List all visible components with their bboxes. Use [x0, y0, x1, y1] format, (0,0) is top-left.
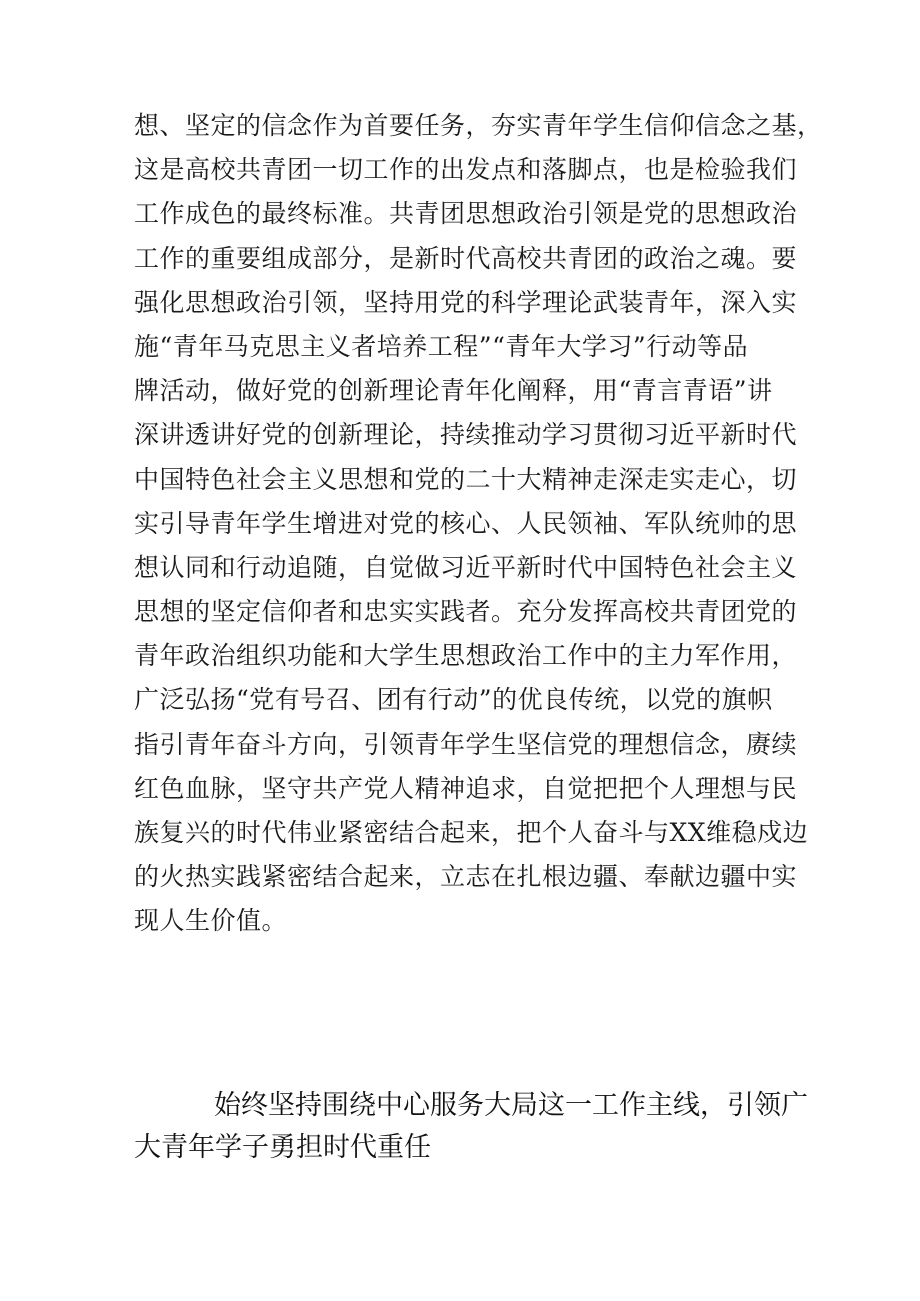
paragraph-line: 想、坚定的信念作为首要任务，夯实青年学生信仰信念之基，	[134, 111, 823, 140]
paragraph-line: 中国特色社会主义思想和党的二十大精神走深走实走心，切	[134, 464, 798, 494]
paragraph-line: 青年政治组织功能和大学生思想政治工作中的主力军作用，	[134, 641, 798, 671]
paragraph-line: 思想的坚定信仰者和忠实实践者。充分发挥高校共青团党的	[134, 597, 798, 627]
paragraph-line: 的火热实践紧密结合起来，立志在扎根边疆、奉献边疆中实	[134, 862, 798, 892]
paragraph-line: 强化思想政治引领，坚持用党的科学理论武装青年，深入实	[134, 287, 798, 317]
body-paragraph	[134, 104, 823, 944]
heading-line: 始终坚持围绕中心服务大局这一工作主线，引领广	[214, 1090, 808, 1121]
paragraph-line: 深讲透讲好党的创新理论，持续推动学习贯彻习近平新时代	[134, 420, 798, 450]
paragraph-line: 这是高校共青团一切工作的出发点和落脚点，也是检验我们	[134, 155, 798, 185]
paragraph-line: 施“青年马克思主义者培养工程”“青年大学习”行动等品	[134, 331, 749, 361]
paragraph-line: 现人生价值。	[134, 906, 288, 936]
paragraph-line: 工作成色的最终标准。共青团思想政治引领是党的思想政治	[134, 199, 798, 229]
section-heading	[134, 1085, 814, 1169]
paragraph-line: 族复兴的时代伟业紧密结合起来，把个人奋斗与XX维稳戍边	[134, 818, 809, 847]
paragraph-line: 实引导青年学生增进对党的核心、人民领袖、军队统帅的思	[134, 508, 798, 538]
heading-line: 大青年学子勇担时代重任	[134, 1132, 431, 1163]
paragraph-line: 指引青年奋斗方向，引领青年学生坚信党的理想信念，赓续	[134, 729, 798, 759]
paragraph-line: 红色血脉，坚守共产党人精神追求，自觉把把个人理想与民	[134, 773, 798, 803]
paragraph-line: 广泛弘扬“党有号召、团有行动”的优良传统，以党的旗帜	[134, 685, 773, 715]
paragraph-line: 想认同和行动追随，自觉做习近平新时代中国特色社会主义	[134, 552, 798, 582]
paragraph-line: 牌活动，做好党的创新理论青年化阐释，用“青言青语”讲	[134, 376, 773, 406]
paragraph-line: 工作的重要组成部分，是新时代高校共青团的政治之魂。要	[134, 243, 798, 273]
